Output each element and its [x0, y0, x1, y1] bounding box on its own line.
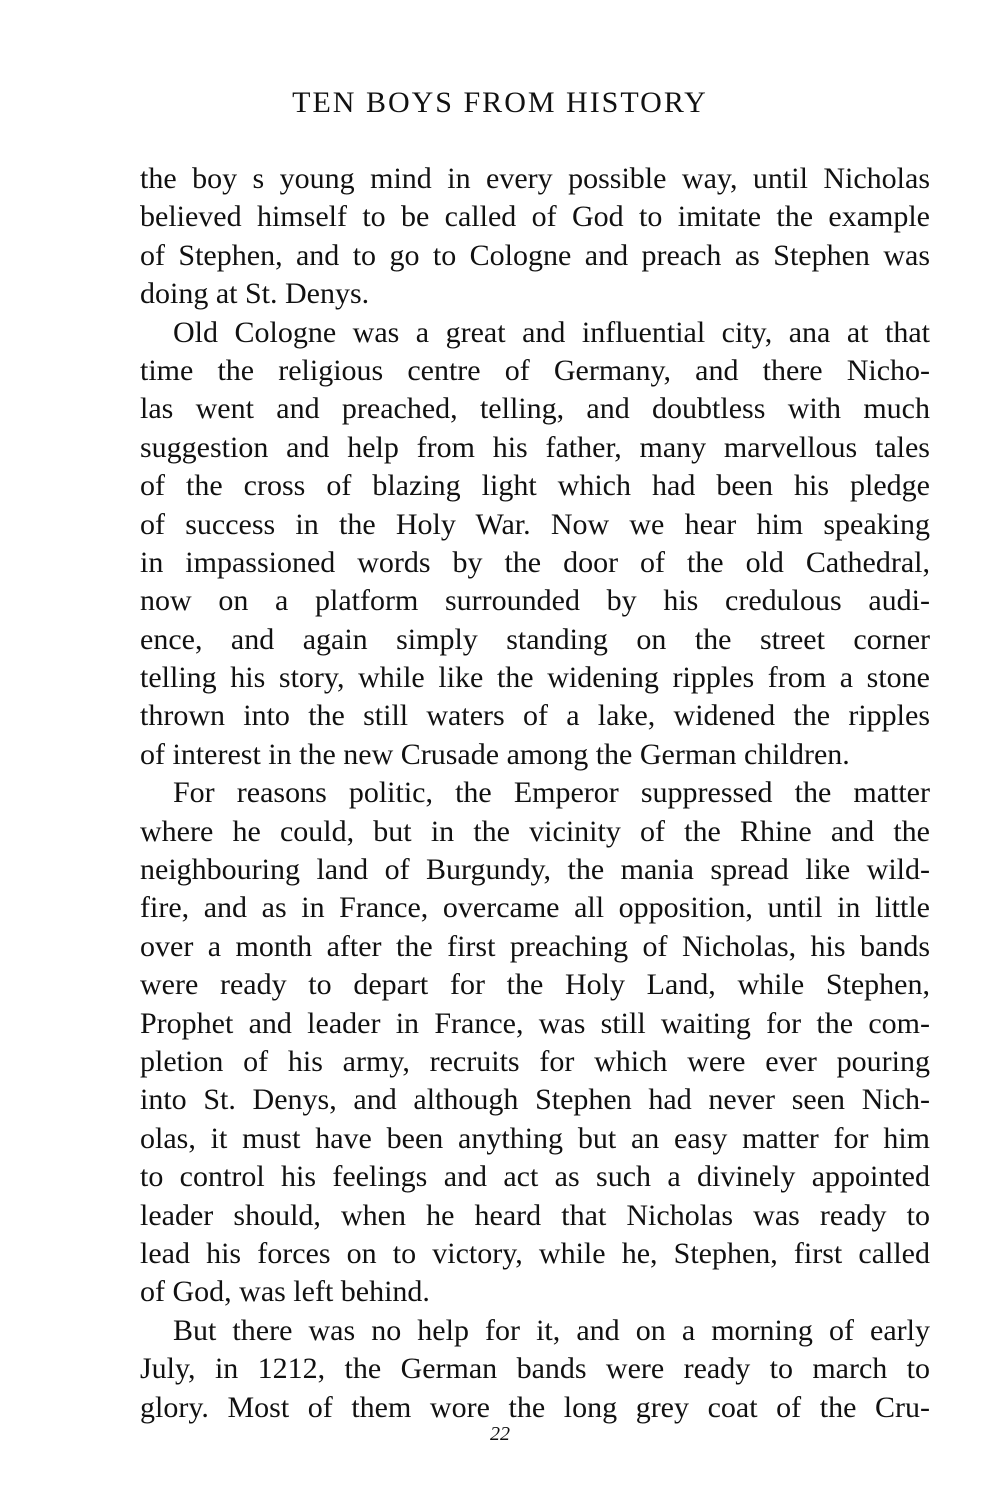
text-line: suggestion and help from his father, many marvellous tales — [140, 430, 930, 464]
text-line: las went and preached, telling, and doubtless with much — [140, 392, 930, 426]
body-text — [140, 160, 930, 1427]
text-line: into St. Denys, and although Stephen had never seen Nich- — [140, 1083, 930, 1117]
text-line: time the religious centre of Germany, and there Nicho- — [140, 353, 930, 387]
text-line: doing at St. Denys. — [140, 277, 370, 311]
text-line: of interest in the new Crusade among the German children. — [140, 737, 850, 771]
text-line: olas, it must have been anything but an easy matter for him — [140, 1121, 930, 1155]
text-line: Old Cologne was a great and influential city, ana at that — [173, 315, 930, 349]
text-line: pletion of his army, recruits for which were ever pouring — [140, 1044, 930, 1078]
text-line: thrown into the still waters of a lake, widened the ripples — [140, 699, 930, 733]
text-line: neighbouring land of Burgundy, the mania spread like wild- — [140, 853, 930, 887]
text-line: in impassioned words by the door of the old Cathedral, — [140, 545, 930, 579]
text-line: telling his story, while like the widening ripples from a stone — [140, 661, 930, 695]
text-line: lead his forces on to victory, while he, Stephen, first called — [140, 1236, 930, 1270]
text-line: now on a platform surrounded by his credulous audi- — [140, 584, 930, 618]
text-line: to control his feelings and act as such a divinely appointed — [140, 1160, 930, 1194]
page-number: 22 — [490, 1423, 510, 1445]
text-line: of Stephen, and to go to Cologne and preach as Stephen was — [140, 238, 930, 272]
text-line: where he could, but in the vicinity of the Rhine and the — [140, 814, 930, 848]
text-line: were ready to depart for the Holy Land, while Stephen, — [140, 968, 930, 1002]
text-line: of the cross of blazing light which had been his pledge — [140, 469, 930, 503]
text-line: of success in the Holy War. Now we hear him speaking — [140, 507, 930, 541]
text-line: fire, and as in France, overcame all opposition, until in little — [140, 891, 930, 925]
text-line: July, in 1212, the German bands were ready to march to — [140, 1352, 930, 1386]
text-line: the boy s young mind in every possible way, until Nicholas — [140, 162, 930, 195]
text-line: Prophet and leader in France, was still waiting for the com- — [140, 1006, 930, 1040]
text-line: glory. Most of them wore the long grey coat of the Cru- — [140, 1390, 930, 1424]
running-header: TEN BOYS FROM HISTORY — [292, 86, 708, 119]
text-line: believed himself to be called of God to imitate the example — [140, 200, 930, 234]
text-line: leader should, when he heard that Nicholas was ready to — [140, 1198, 930, 1232]
text-line: For reasons politic, the Emperor suppressed the matter — [173, 776, 930, 810]
text-line: of God, was left behind. — [140, 1275, 430, 1309]
text-line: But there was no help for it, and on a morning of early — [173, 1313, 930, 1347]
text-line: over a month after the first preaching of Nicholas, his bands — [140, 929, 930, 963]
text-line: ence, and again simply standing on the street corner — [140, 622, 930, 656]
